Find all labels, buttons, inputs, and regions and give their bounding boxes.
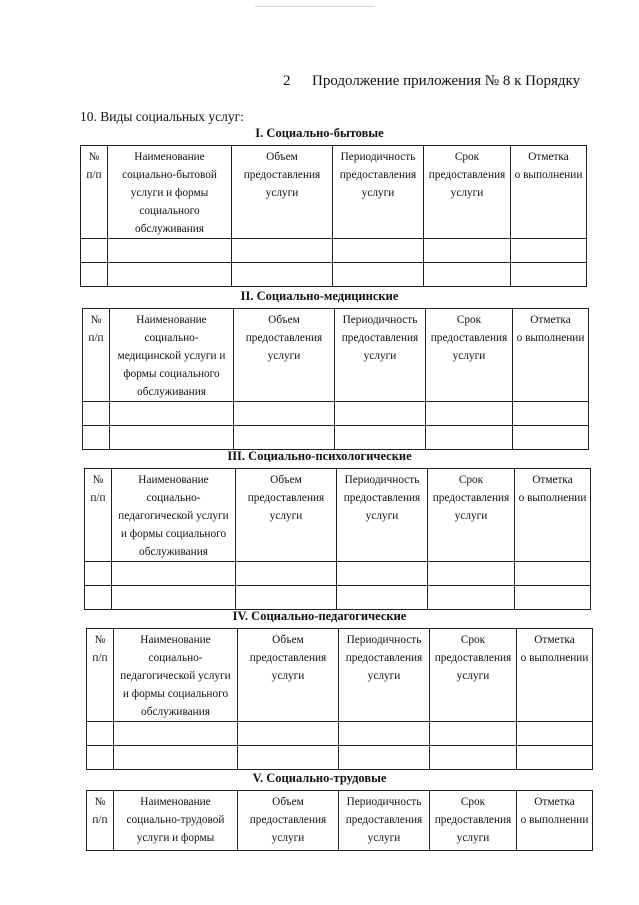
col-term: Срок предоставления услуги: [430, 791, 517, 851]
col-period: Периодичность предоставления услуги: [337, 469, 428, 562]
col-num: № п/п: [87, 791, 114, 851]
table-header-row: [83, 309, 589, 402]
table-row: [81, 263, 587, 287]
col-volume: Объем предоставления услуги: [232, 146, 333, 239]
col-period: Периодичность предоставления услуги: [339, 791, 430, 851]
col-volume: Объем предоставления услуги: [238, 629, 339, 722]
col-num: № п/п: [83, 309, 110, 402]
col-name: Наименование социально- медицинской услуги и формы социального обслуживания: [110, 309, 234, 402]
col-mark: Отметка о выполнении: [517, 629, 593, 722]
col-period: Периодичность предоставления услуги: [335, 309, 426, 402]
col-volume: Объем предоставления услуги: [236, 469, 337, 562]
section-title-2: II. Социально-медицинские: [240, 289, 399, 303]
table-row: [85, 562, 591, 586]
col-mark: Отметка о выполнении: [513, 309, 589, 402]
table-header-row: [85, 469, 591, 562]
col-name: Наименование социально- педагогической услуги и формы социального обслуживания: [112, 469, 236, 562]
services-table-2: [82, 308, 589, 450]
col-num: № п/п: [85, 469, 112, 562]
table-header-row: [81, 146, 587, 239]
services-table-5: [86, 790, 593, 851]
table-row: [83, 402, 589, 426]
col-num: № п/п: [81, 146, 108, 239]
scan-artifact: [255, 6, 375, 7]
table-header-row: [87, 629, 593, 722]
col-name: Наименование социально-бытовой услуги и формы социального обслуживания: [108, 146, 232, 239]
col-name: Наименование социально-трудовой услуги и формы: [114, 791, 238, 851]
col-term: Срок предоставления услуги: [424, 146, 511, 239]
col-mark: Отметка о выполнении: [511, 146, 587, 239]
services-table-3: [84, 468, 591, 610]
col-period: Периодичность предоставления услуги: [333, 146, 424, 239]
table-row: [81, 239, 587, 263]
section-title-4: IV. Социально-педагогические: [232, 609, 407, 623]
appendix-title: Продолжение приложения № 8 к Порядку: [312, 73, 581, 89]
col-volume: Объем предоставления услуги: [234, 309, 335, 402]
services-table-4: [86, 628, 593, 770]
col-period: Периодичность предоставления услуги: [339, 629, 430, 722]
section-title-1: I. Социально-бытовые: [255, 126, 384, 140]
col-num: № п/п: [87, 629, 114, 722]
col-mark: Отметка о выполнении: [515, 469, 591, 562]
section-title-3: III. Социально-психологические: [227, 449, 412, 463]
table-row: [83, 426, 589, 450]
services-intro: 10. Виды социальных услуг:: [80, 109, 244, 124]
page-number: 2: [283, 73, 291, 89]
table-header-row: [87, 791, 593, 851]
table-row: [85, 586, 591, 610]
col-term: Срок предоставления услуги: [426, 309, 513, 402]
col-volume: Объем предоставления услуги: [238, 791, 339, 851]
services-table-1: [80, 145, 587, 287]
table-row: [87, 746, 593, 770]
section-title-5: V. Социально-трудовые: [252, 771, 387, 785]
table-row: [87, 722, 593, 746]
col-mark: Отметка о выполнении: [517, 791, 593, 851]
col-name: Наименование социально- педагогической услуги и формы социального обслуживания: [114, 629, 238, 722]
col-term: Срок предоставления услуги: [430, 629, 517, 722]
col-term: Срок предоставления услуги: [428, 469, 515, 562]
